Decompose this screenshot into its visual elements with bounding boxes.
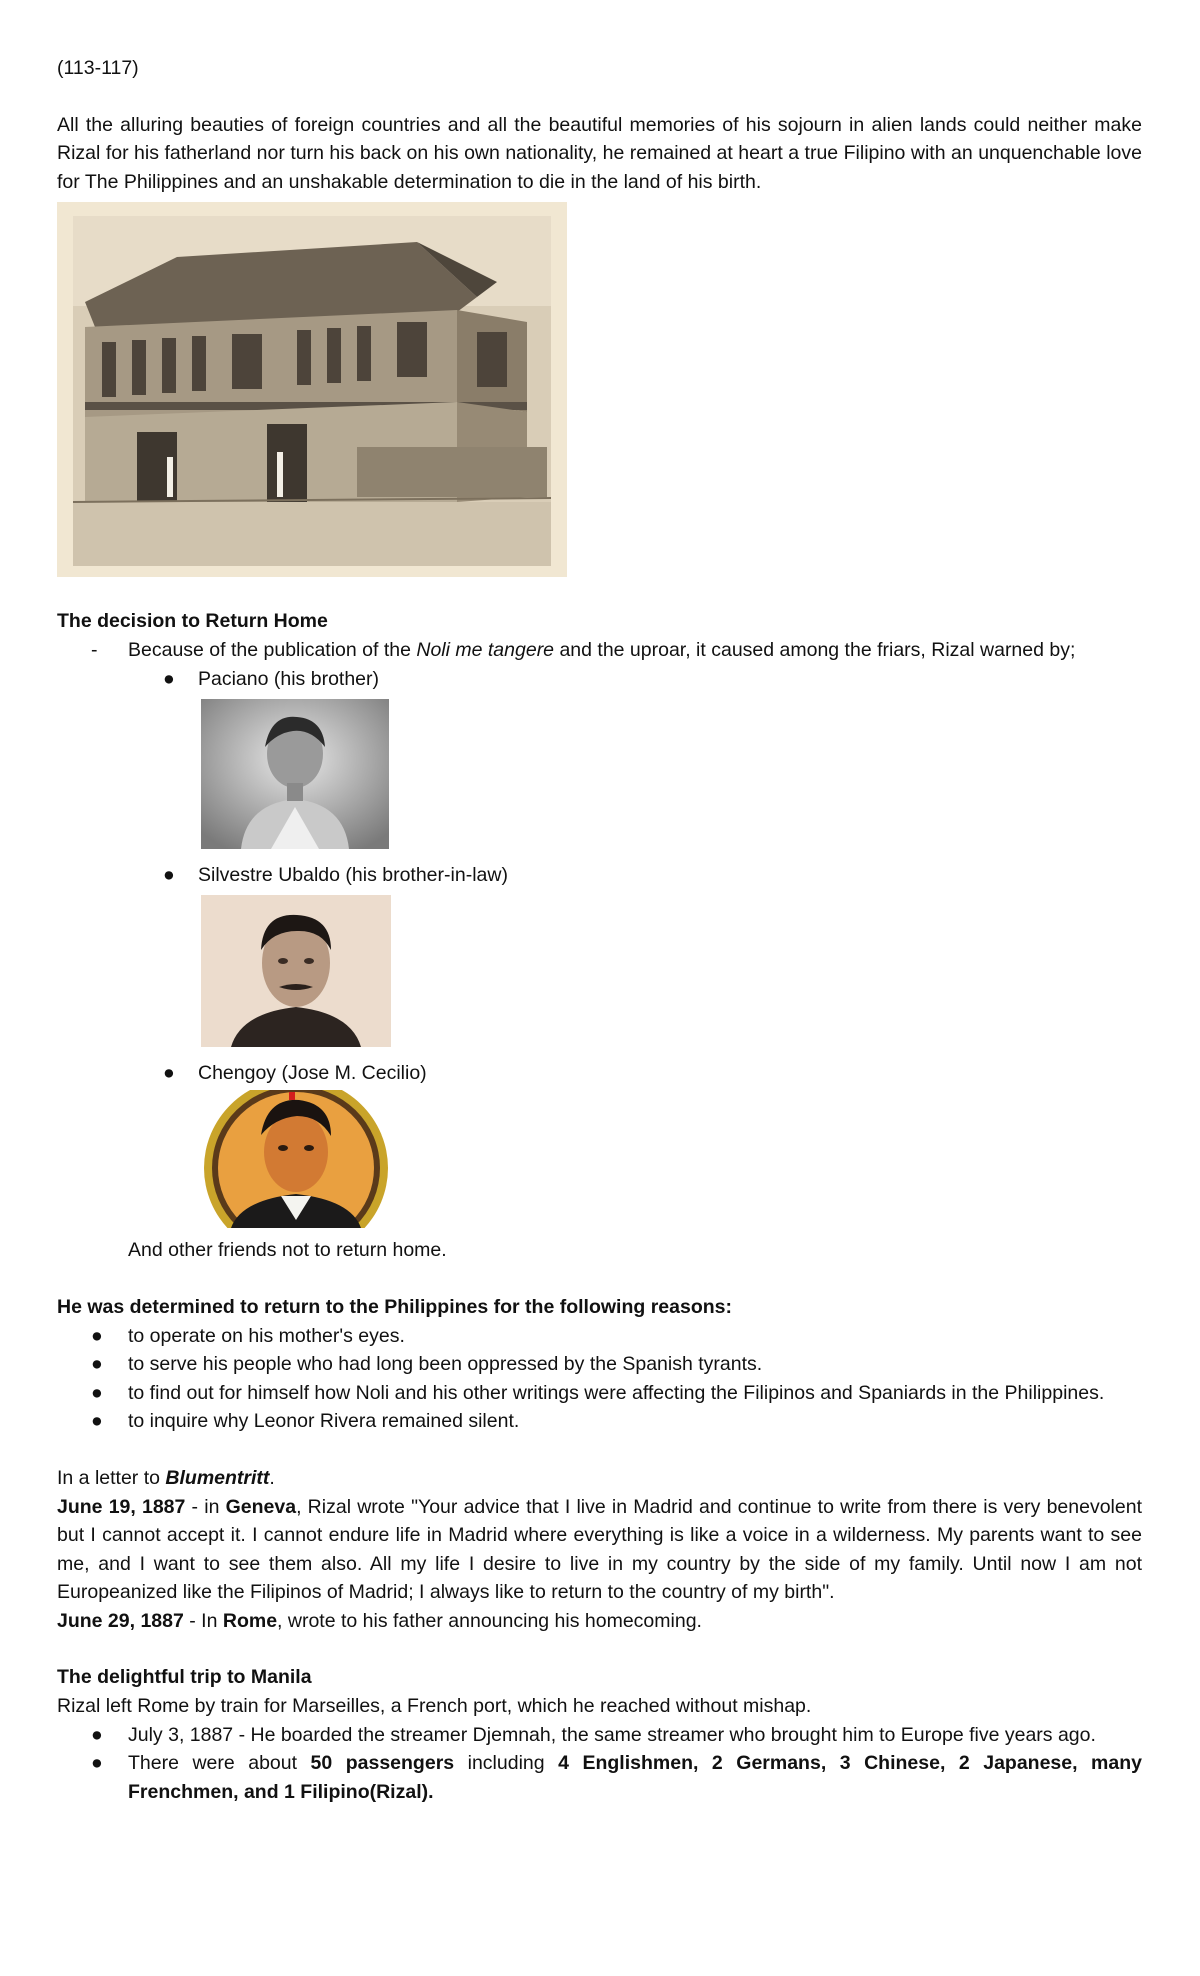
reason-item: ● to operate on his mother's eyes. <box>57 1322 1142 1351</box>
dash-marker: - <box>91 638 98 661</box>
bullet-icon: ● <box>91 1752 103 1775</box>
decision-dash-item: - Because of the publication of the Noli me tangere and the uproar, it caused among the friars, Rizal warned by; <box>57 636 1142 665</box>
trip-heading: The delightful trip to Manila <box>57 1666 312 1689</box>
warner-chengoy: ● Chengoy (Jose M. Cecilio) <box>57 1059 1142 1088</box>
rizal-house-photo <box>57 202 567 577</box>
trip-item: ● July 3, 1887 - He boarded the streamer Djemnah, the same streamer who brought him to Europe five years ago. <box>57 1721 1142 1750</box>
bullet-icon: ● <box>163 667 175 690</box>
paciano-portrait <box>201 699 389 849</box>
trip-item: ● There were about 50 passengers including 4 Englishmen, 2 Germans, 3 Chinese, 2 Japanese, many Frenchmen, and 1 Filipino(Rizal). <box>57 1749 1142 1806</box>
reason-item: ● to serve his people who had long been oppressed by the Spanish tyrants. <box>57 1350 1142 1379</box>
letter-june-19: June 19, 1887 - in Geneva, Rizal wrote "Your advice that I live in Madrid and continue to write from there is very benevolent but I cannot accept it. I cannot endure life in Madrid where everything is like a voice in a wilderness. My parents want to see me, and I want to see them also. All my life I desire to live in my country by the side of my family. Until now I am not Europeanized like the Filipinos of Madrid; I always like to return to the country of my birth". <box>57 1495 1142 1604</box>
bullet-icon: ● <box>91 1353 103 1376</box>
reasons-list <box>57 1322 1142 1436</box>
bullet-icon: ● <box>163 864 175 887</box>
document-page <box>57 54 1142 1806</box>
letter-june-29: June 29, 1887 - In Rome, wrote to his father announcing his homecoming. <box>57 1609 702 1632</box>
bullet-icon: ● <box>91 1324 103 1347</box>
decision-heading: The decision to Return Home <box>57 610 328 633</box>
bullet-icon: ● <box>91 1381 103 1404</box>
letter-recipient: Blumentritt <box>165 1466 270 1489</box>
intro-paragraph: All the alluring beauties of foreign countries and all the beautiful memories of his sojourn in alien lands could neither make Rizal for his fatherland nor turn his back on his own nationality, he remained at heart a true Filipino with an unquenchable love for The Philippines and an unshakable determination to die in the land of his birth. <box>57 113 1142 193</box>
warner-paciano: ● Paciano (his brother) <box>57 665 1142 694</box>
trip-list <box>57 1721 1142 1807</box>
bullet-icon: ● <box>91 1410 103 1433</box>
reason-item: ● to inquire why Leonor Rivera remained silent. <box>57 1407 1142 1436</box>
reason-item: ● to find out for himself how Noli and his other writings were affecting the Filipinos and Spaniards in the Philippines. <box>57 1379 1142 1408</box>
bullet-icon: ● <box>91 1723 103 1746</box>
chengoy-portrait <box>201 1090 391 1228</box>
warner-silvestre: ● Silvestre Ubaldo (his brother-in-law) <box>57 861 1142 890</box>
letter-lead: In a letter to Blumentritt. <box>57 1466 275 1489</box>
trip-intro: Rizal left Rome by train for Marseilles, a French port, which he reached without mishap. <box>57 1695 812 1718</box>
silvestre-portrait <box>201 895 391 1047</box>
bullet-icon: ● <box>163 1061 175 1084</box>
reasons-heading: He was determined to return to the Philippines for the following reasons: <box>57 1295 732 1318</box>
book-title: Noli me tangere <box>416 638 555 661</box>
decision-closing: And other friends not to return home. <box>128 1239 447 1262</box>
page-reference: (113-117) <box>57 57 139 79</box>
